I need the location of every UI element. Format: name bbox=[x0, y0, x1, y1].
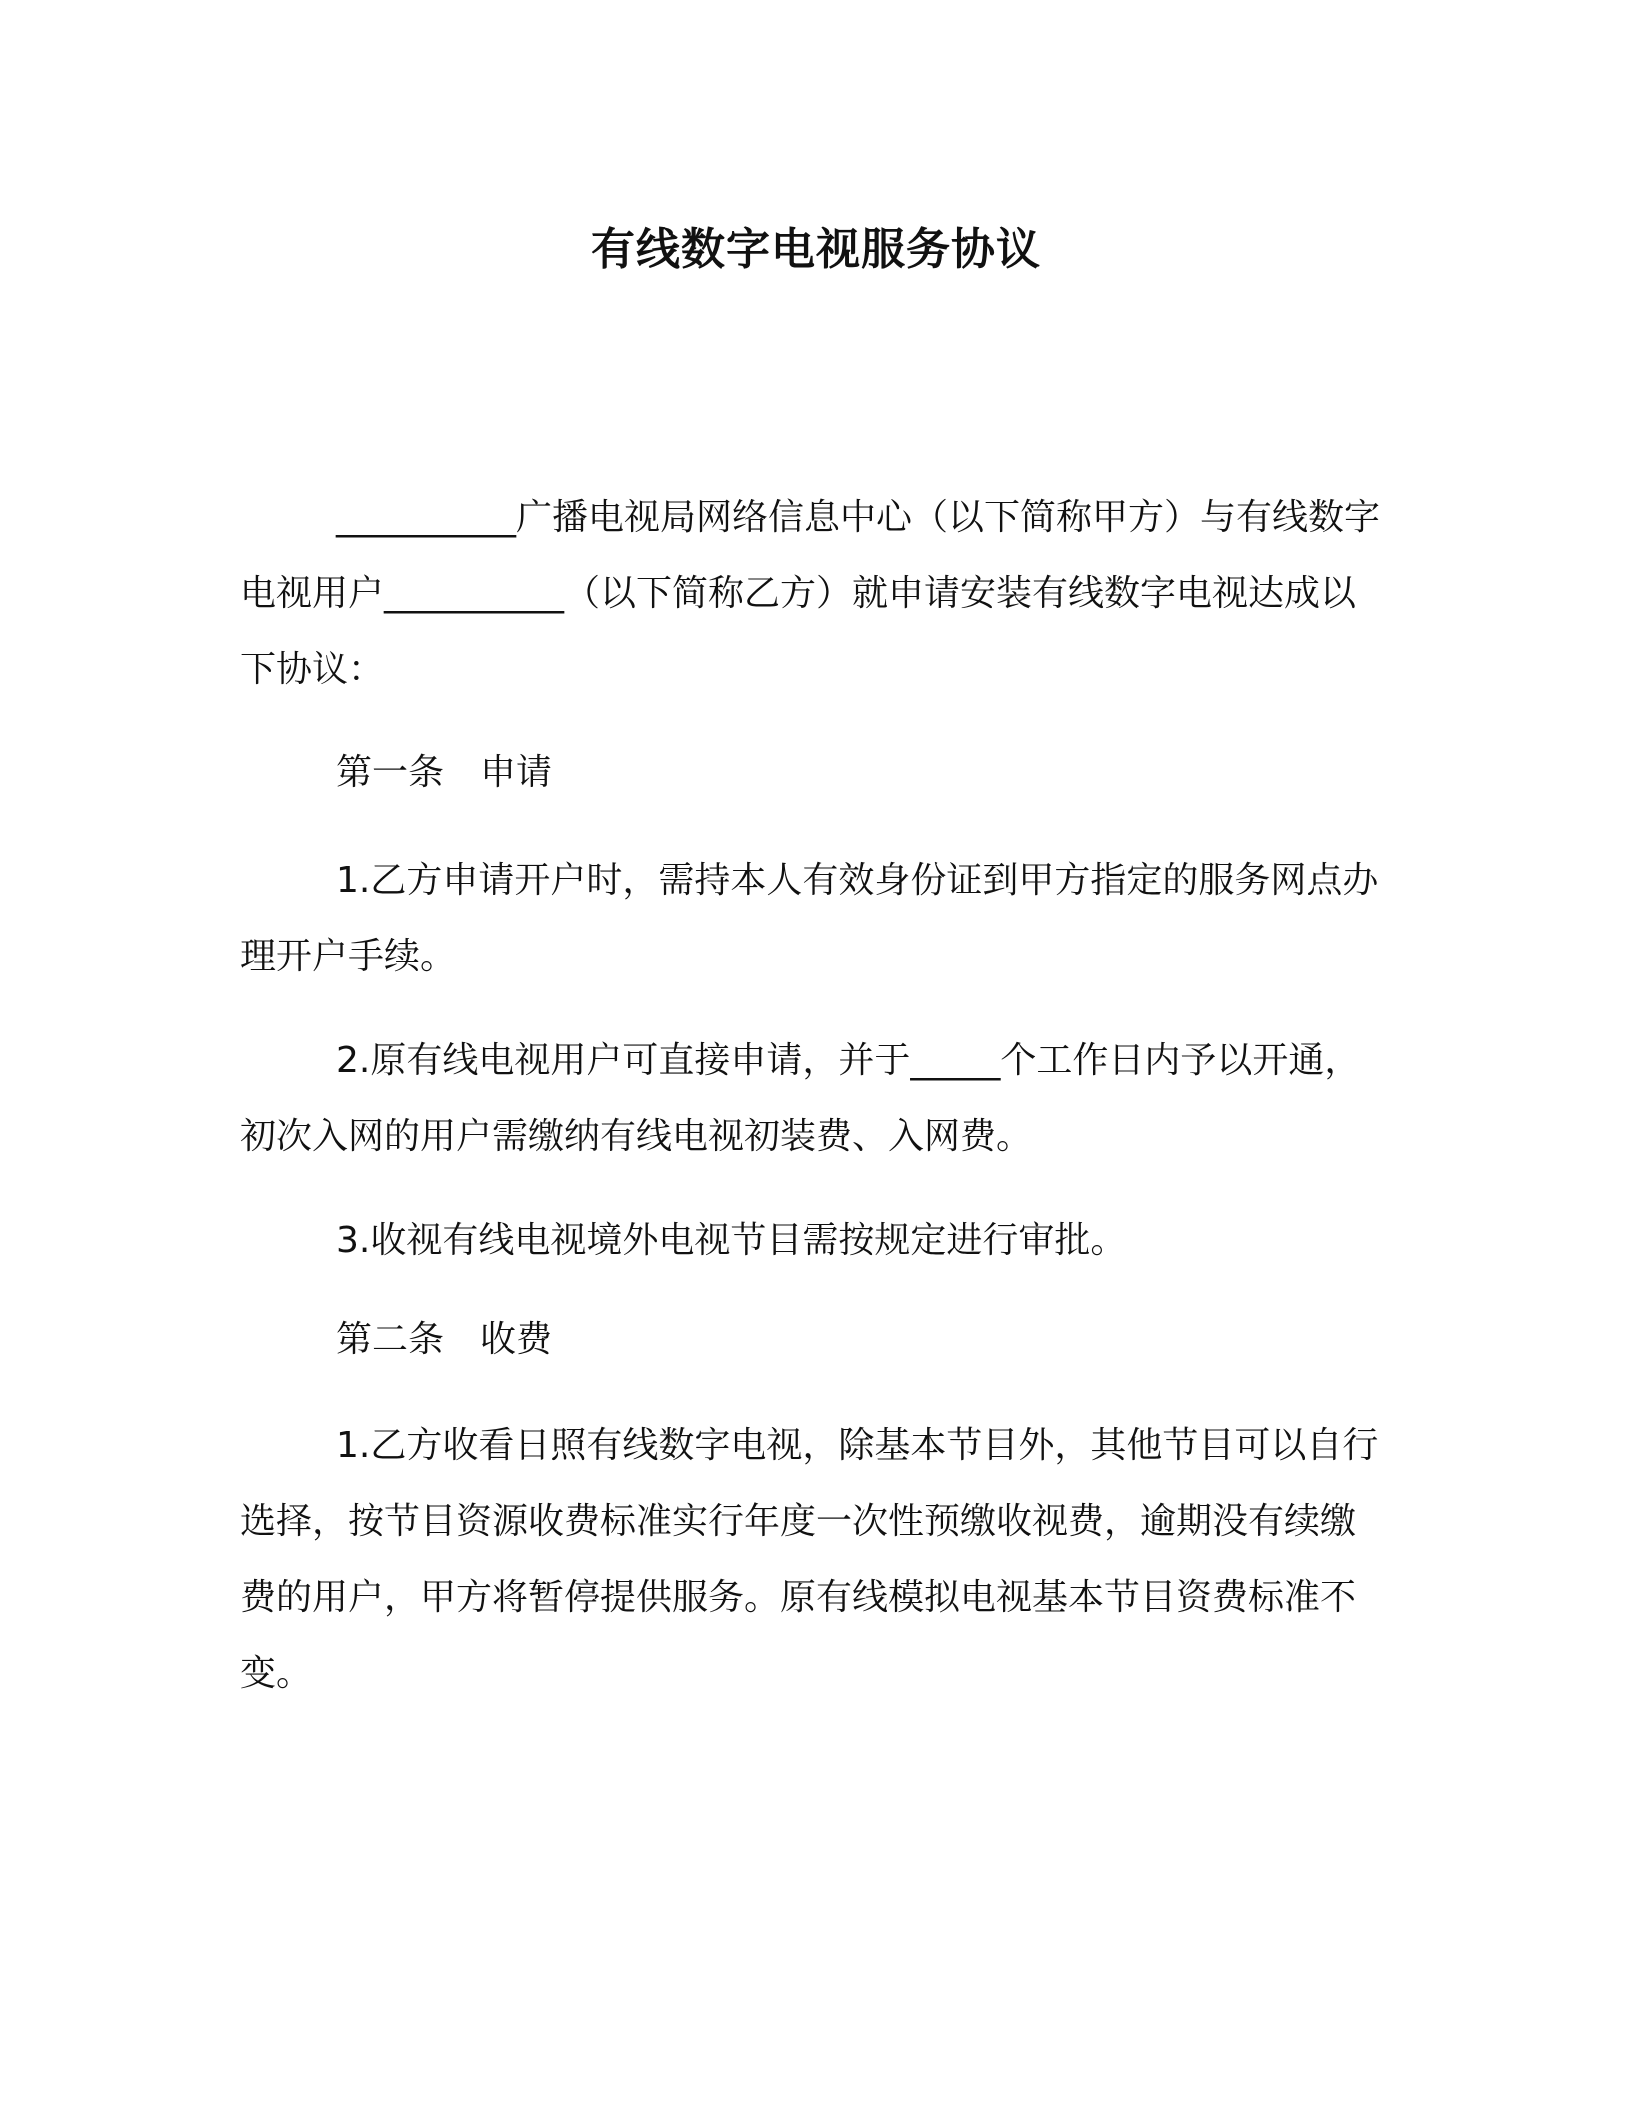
article-1-item-1: 1.乙方申请开户时，需持本人有效身份证到甲方指定的服务网点办理开户手续。 bbox=[240, 860, 1379, 977]
article-1-heading: 第一条 申请 bbox=[336, 752, 553, 793]
document-title: 有线数字电视服务协议 bbox=[591, 224, 1041, 275]
intro-paragraph: __________广播电视局网络信息中心（以下简称甲方）与有线数字电视用户__________（以下简称乙方）就申请安装有线数字电视达成以下协议： bbox=[240, 497, 1381, 690]
article-2-heading: 第二条 收费 bbox=[336, 1319, 553, 1360]
article-1-item-3: 3.收视有线电视境外电视节目需按规定进行审批。 bbox=[336, 1220, 1127, 1261]
article-2-item-1: 1.乙方收看日照有线数字电视，除基本节目外，其他节目可以自行选择，按节目资源收费标准实行年度一次性预缴收视费，逾期没有续缴费的用户，甲方将暂停提供服务。原有线模拟电视基本节目资费标准不变。 bbox=[240, 1425, 1379, 1694]
article-1-item-2: 2.原有线电视用户可直接申请，并于_____个工作日内予以开通，初次入网的用户需缴纳有线电视初装费、入网费。 bbox=[240, 1040, 1361, 1157]
